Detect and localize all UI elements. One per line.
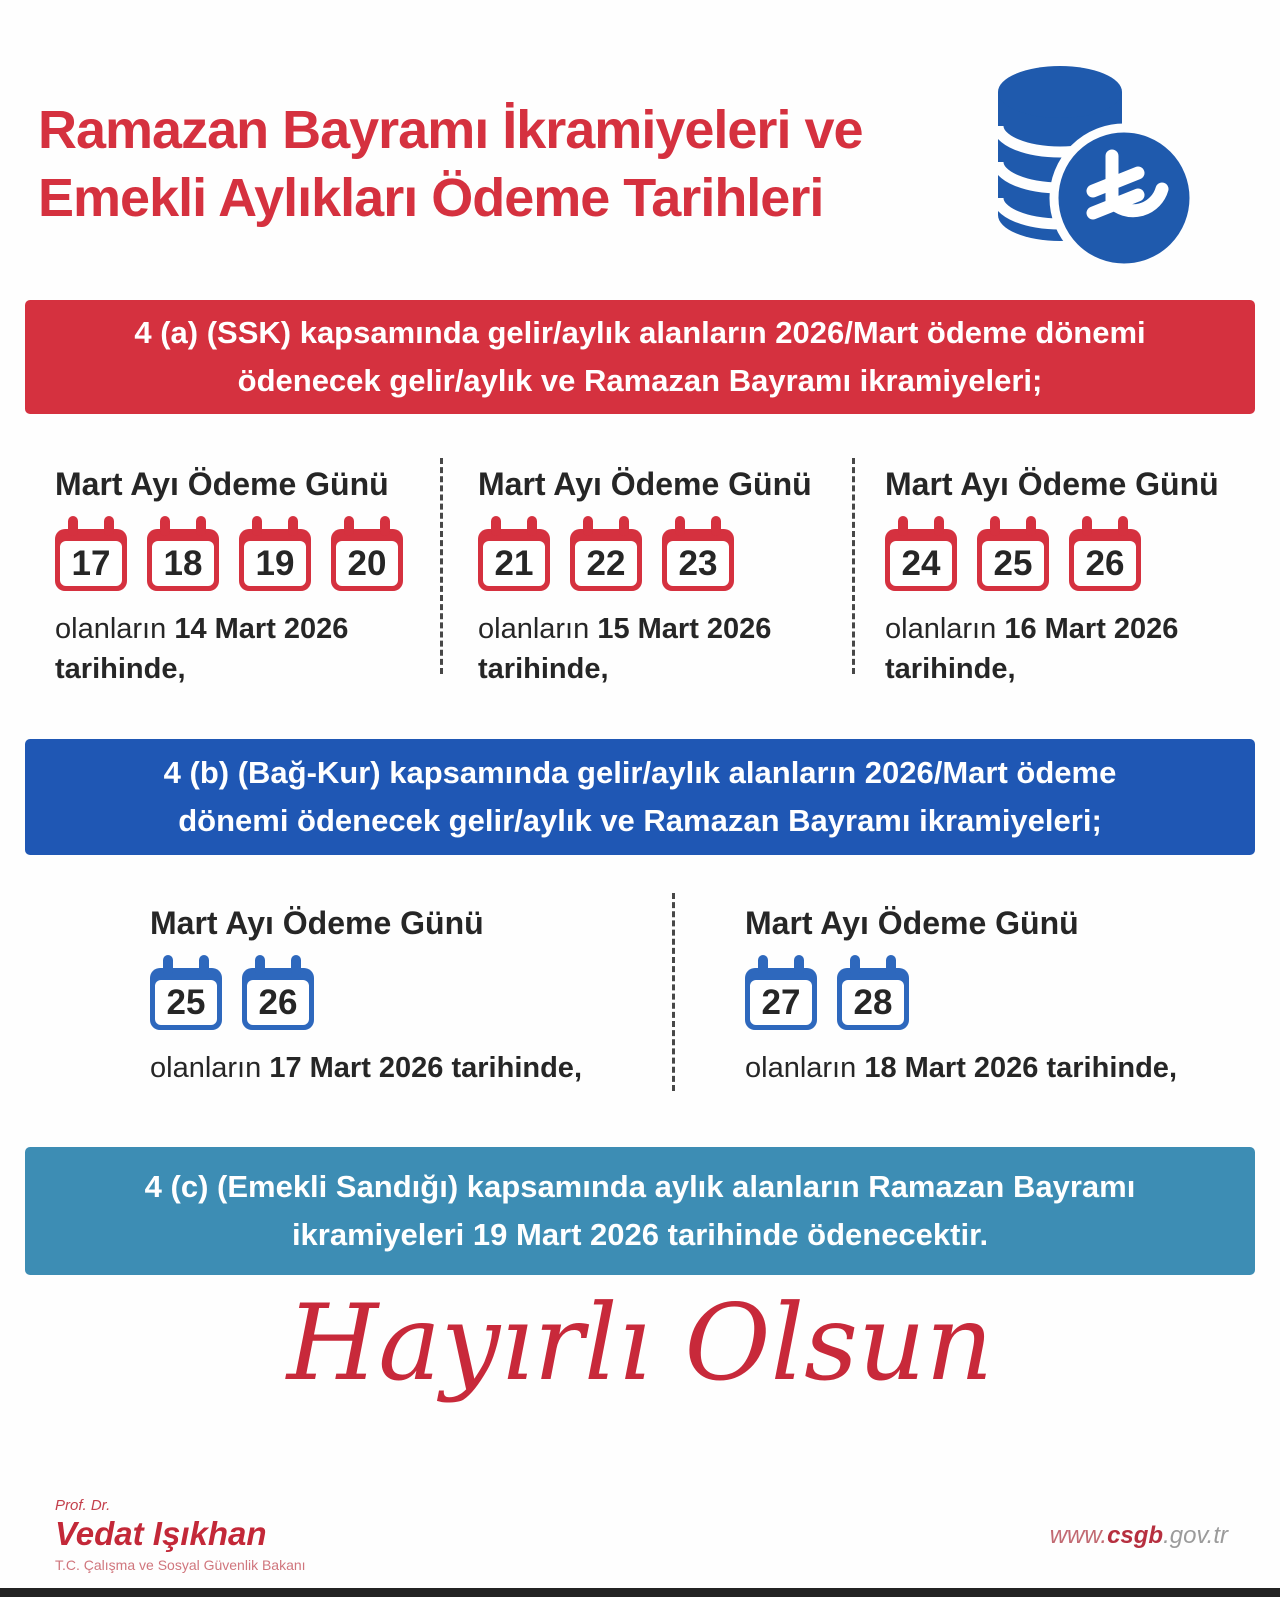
calendar-peg [675,516,685,536]
note-normal: olanların [885,613,1005,645]
calendar-peg [104,516,114,536]
page-title [38,96,863,232]
calendar-peg [850,955,860,975]
closing-script-text: Hayırlı Olsun [286,1282,994,1404]
note-bold: 15 Mart 2026 tarihinde, [478,613,772,685]
signature-pre-title: Prof. Dr. [55,1497,111,1514]
note-normal: olanların [150,1052,270,1084]
calendar-icon [242,968,314,1030]
calendar-peg [583,516,593,536]
calendar-peg [898,516,908,536]
section-a-banner [25,300,1255,414]
calendar-peg [160,516,170,536]
calendar-day: 23 [667,541,729,586]
note-normal: olanların [745,1052,865,1084]
calendar-row [150,968,690,1030]
calendar-peg [344,516,354,536]
section-b-banner-text: 4 (b) (Bağ-Kur) kapsamında gelir/aylık alanların 2026/Mart ödeme dönemi ödenecek gelir/aylık ve Ramazan Bayramı ikramiyeleri; [163,755,1117,838]
page-title-line1: Ramazan Bayramı İkramiyeleri ve [38,100,863,160]
signature-role: T.C. Çalışma ve Sosyal Güvenlik Bakanı [55,1557,306,1573]
calendar-peg [491,516,501,536]
calendar-day: 21 [483,541,545,586]
section-c-banner-text: 4 (c) (Emekli Sandığı) kapsamında aylık alanların Ramazan Bayramı ikramiyeleri 19 Mart 2026 tarihinde ödenecektir. [144,1169,1136,1252]
website-prefix: www. [1049,1522,1108,1549]
calendar-peg [886,955,896,975]
section-b-banner [25,739,1255,855]
coin-stack-lira-icon [972,50,1202,280]
note-bold: 14 Mart 2026 tarihinde, [55,613,349,685]
column-note [745,1048,1280,1088]
calendar-icon [745,968,817,1030]
calendar-icon [147,529,219,591]
calendar-peg [711,516,721,536]
calendar-peg [794,955,804,975]
calendar-day: 22 [575,541,637,586]
calendar-peg [934,516,944,536]
calendar-row [745,968,1280,1030]
calendar-peg [380,516,390,536]
calendar-icon [837,968,909,1030]
page-title-line2: Emekli Aylıkları Ödeme Tarihleri [38,168,824,228]
calendar-day: 26 [1074,541,1136,586]
calendar-peg [163,955,173,975]
dashed-divider [440,458,443,674]
calendar-day: 17 [60,541,122,586]
column-header: Mart Ayı Ödeme Günü [478,466,812,502]
section-a-column-1 [55,466,405,689]
website-suffix: .gov.tr [1163,1522,1228,1549]
column-note [478,609,828,689]
website-url [1050,1522,1228,1550]
calendar-icon [570,529,642,591]
note-bold: 17 Mart 2026 tarihinde, [269,1052,582,1084]
calendar-peg [1082,516,1092,536]
calendar-row [478,529,828,591]
dashed-divider [852,458,855,674]
signature-name: Vedat Işıkhan [55,1515,267,1552]
section-b-column-1 [150,905,690,1088]
calendar-icon [885,529,957,591]
note-bold: 18 Mart 2026 tarihinde, [864,1052,1177,1084]
calendar-row [55,529,405,591]
calendar-day: 19 [244,541,306,586]
calendar-peg [68,516,78,536]
section-a-column-2 [478,466,828,689]
note-bold: 16 Mart 2026 tarihinde, [885,613,1179,685]
calendar-icon [55,529,127,591]
dashed-divider [672,893,675,1091]
calendar-peg [199,955,209,975]
calendar-peg [758,955,768,975]
column-header: Mart Ayı Ödeme Günü [55,466,389,502]
column-note [55,609,405,689]
section-b-column-2 [745,905,1280,1088]
bottom-bar [0,1588,1280,1597]
column-header: Mart Ayı Ödeme Günü [745,905,1079,941]
calendar-peg [196,516,206,536]
calendar-day: 25 [155,980,217,1025]
calendar-peg [255,955,265,975]
calendar-icon [662,529,734,591]
calendar-peg [291,955,301,975]
calendar-day: 27 [750,980,812,1025]
column-note [885,609,1235,689]
section-a-banner-text: 4 (a) (SSK) kapsamında gelir/aylık alanların 2026/Mart ödeme dönemi ödenecek gelir/aylık ve Ramazan Bayramı ikramiyeleri; [134,315,1146,398]
calendar-peg [288,516,298,536]
calendar-peg [527,516,537,536]
calendar-peg [619,516,629,536]
column-header: Mart Ayı Ödeme Günü [150,905,484,941]
calendar-day: 28 [842,980,904,1025]
calendar-peg [990,516,1000,536]
minister-signature [55,1497,306,1573]
calendar-row [885,529,1235,591]
calendar-day: 26 [247,980,309,1025]
note-normal: olanların [55,613,175,645]
calendar-day: 18 [152,541,214,586]
calendar-peg [1118,516,1128,536]
section-c-banner [25,1147,1255,1275]
calendar-icon [478,529,550,591]
calendar-icon [977,529,1049,591]
calendar-icon [1069,529,1141,591]
calendar-peg [252,516,262,536]
calendar-day: 25 [982,541,1044,586]
website-brand: csgb [1107,1522,1164,1549]
note-normal: olanların [478,613,598,645]
calendar-day: 20 [336,541,398,586]
calendar-peg [1026,516,1036,536]
calendar-icon [239,529,311,591]
calendar-day: 24 [890,541,952,586]
column-header: Mart Ayı Ödeme Günü [885,466,1219,502]
calendar-icon [150,968,222,1030]
column-note [150,1048,690,1088]
section-a-column-3 [885,466,1235,689]
calendar-icon [331,529,403,591]
